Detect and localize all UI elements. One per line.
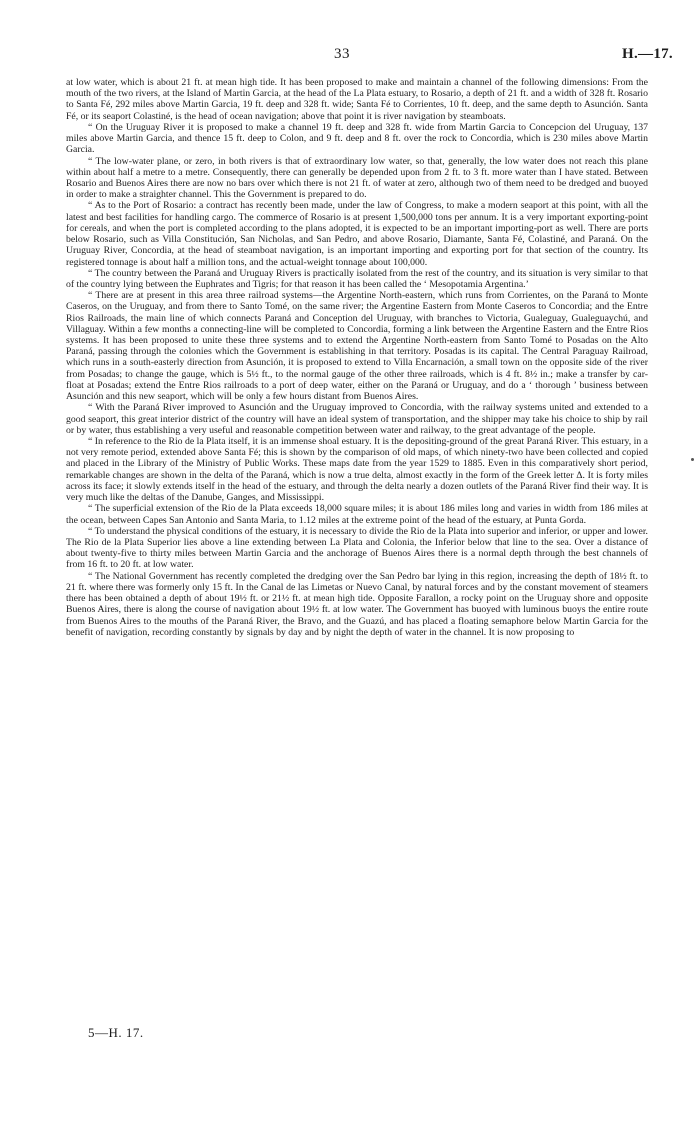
paragraph: “ The country between the Paraná and Uruguay Rivers is practically isolated from the rest of the country, and its situation is very similar to that of the country lying between the Euphrates and Tigris; for that reason it has been called the ‘ Mesopotamia Argentina.’ [66,267,648,290]
margin-mark [691,458,694,461]
body-text [66,77,648,638]
paragraph: “ In reference to the Rio de la Plata itself, it is an immense shoal estuary. It is the depositing-ground of the great Paraná River. This estuary, in a not very remote period, extended above Santa Fé; this is shown by the comparison of old maps, of which ninety-two have been collected and copied and placed in the Library of the Ministry of Public Works. These maps date from the year 1529 to 1885. Even in this comparatively short period, remarkable changes are shown in the delta of the Paraná, which is now a true delta, almost exactly in the form of the Greek letter Δ. It is forty miles across its face; it slowly extends itself in the head of the estuary, and through the delta nearly a dozen outlets of the Paraná River find their way. It is very much like the deltas of the Danube, Ganges, and Mississippi. [66,436,648,504]
paragraph: “ The superficial extension of the Rio de la Plata exceeds 18,000 square miles; it is about 186 miles long and varies in width from 186 miles at the ocean, between Capes San Antonio and Santa Maria, to 1.12 miles at the extreme point of the head of the estuary, at Punta Gorda. [66,503,648,526]
paragraph: “ To understand the physical conditions of the estuary, it is necessary to divide the Rio de la Plata into superior and inferior, or upper and lower. The Rio de la Plata Superior lies above a line extending between La Plata and Colonia, the Inferior below that line to the sea. Over a distance of about twenty-five to thirty miles between Martin Garcia and the anchorage of Buenos Aires there is a normal depth through the best channels of from 16 ft. to 20 ft. at low water. [66,525,648,571]
paragraph: at low water, which is about 21 ft. at mean high tide. It has been proposed to make and maintain a channel of the following dimensions: From the mouth of the two rivers, at the Island of Martin Garcia, at the head of the La Plata estuary, to Rosario, a depth of 21 ft. and a width of 328 ft. Rosario to Santa Fé, 292 miles above Martin Garcia, 19 ft. deep and 328 ft. wide; Santa Fé to Corrientes, 10 ft. deep, and the same depth to Asunción. Santa Fé, or its seaport Colastiné, is the head of ocean navigation; above that point it is river navigation by steamboats. [66,77,648,122]
paragraph: “ With the Paraná River improved to Asunción and the Uruguay improved to Concordia, with the railway systems united and extended to a good seaport, this great interior district of the country will have an ideal system of transportation, and the shipper may take his choice to ship by rail or by water, thus establishing a very useful and reasonable competition between water and railway, to the great advantage of the people. [66,402,648,436]
paragraph: “ The National Government has recently completed the dredging over the San Pedro bar lying in this region, increasing the depth of 18½ ft. to 21 ft. where there was formerly only 15 ft. In the Canal de las Limetas or Nuevo Canal, by natural forces and by the constant movement of steamers there has been obtained a depth of about 19½ ft. or 21½ ft. at mean high tide. Opposite Farallon, a rocky point on the Uruguay shore and opposite Buenos Aires, there is along the course of navigation about 19½ ft. at low water. The Government has buoyed with luminous buoys the entire route from Buenos Aires to the mouths of the Paraná River, the Bravo, and the Guazú, and has placed a floating semaphore below Martin Garcia for the benefit of navigation, recording constantly by signals by day and by night the depth of water in the channel. It is now proposing to [66,570,648,638]
paragraph: “ As to the Port of Rosario: a contract has recently been made, under the law of Congress, to make a modern seaport at this point, with all the latest and best facilities for handling cargo. The commerce of Rosario is at present 1,500,000 tons per annum. It is a very important exporting-point for cereals, and when the port is completed according to the plans adopted, it is expected to be an important importing-port as well. There are ports below Rosario, such as Villa Constitución, San Nicholas, and San Pedro, and above Rosario, Diamante, Santa Fé, Colastiné, and Paraná. On the Uruguay River, Concordia, at the head of steamboat navigation, is an important importing and exporting port for that section of the country. Its registered tonnage is about half a million tons, and the actual-weight tonnage about 100,000. [66,200,648,268]
signature-mark: 5—H. 17. [88,1025,144,1040]
paragraph: “ On the Uruguay River it is proposed to make a channel 19 ft. deep and 328 ft. wide from Martin Garcia to Concepcion del Uruguay, 137 miles above Martin Garcia, and thence 15 ft. deep to Colon, and 9 ft. deep and 8 ft. over the rock to Concordia, which is 230 miles above Martin Garcia. [66,121,648,156]
paragraph: “ There are at present in this area three railroad systems—the Argentine North-eastern, which runs from Corrientes, on the Paraná to Monte Caseros, on the Uruguay, and from there to Santo Tomé, on the same river; the Argentine Eastern from Monte Caseros to Concordia; and the Entre Rios Railroads, the main line of which connects Paraná and Conception del Uruguay, with branches to Victoria, Gualeguay, Gualeguaychú, and Villaguay. Within a few months a connecting-line will be completed to Concordia, forming a link between the Argentine Eastern and the Entre Rios systems. It has been proposed to unite these three systems and to extend the Argentine North-eastern from Santo Tomé to Posadas on the Alto Paraná, passing through the colonies which the Government is establishing in that territory. Posadas is its capital. The Central Paraguay Railroad, which runs in a south-easterly direction from Asunción, it is proposed to extend to Villa Encarnación, a small town on the opposite side of the river from Posadas; to change the gauge, which is 5½ ft., to the normal gauge of the other three railroads, which is 4 ft. 8½ in.; make a transfer by car-float at Posadas; extend the Entre Rios railroads to a port of deep water, either on the Paraná or Uruguay, and do a ‘ thorough ’ business between Asunción and this new seaport, which will be only a few hours distant from Buenos Aires. [66,290,648,403]
document-reference: H.—17. [622,46,673,62]
page-number: 33 [334,46,350,62]
paragraph: “ The low-water plane, or zero, in both rivers is that of extraordinary low water, so that, generally, the low water does not reach this plane within about half a metre to a metre. Consequently, there can generally be depended upon from 2 ft. to 3 ft. more water than I have stated. Between Rosario and Buenos Aires there are now no bars over which there is not 21 ft. of water at zero, although two of them need to be dredged and buoyed in order to make a straighter channel. This the Government is prepared to do. [66,155,648,201]
